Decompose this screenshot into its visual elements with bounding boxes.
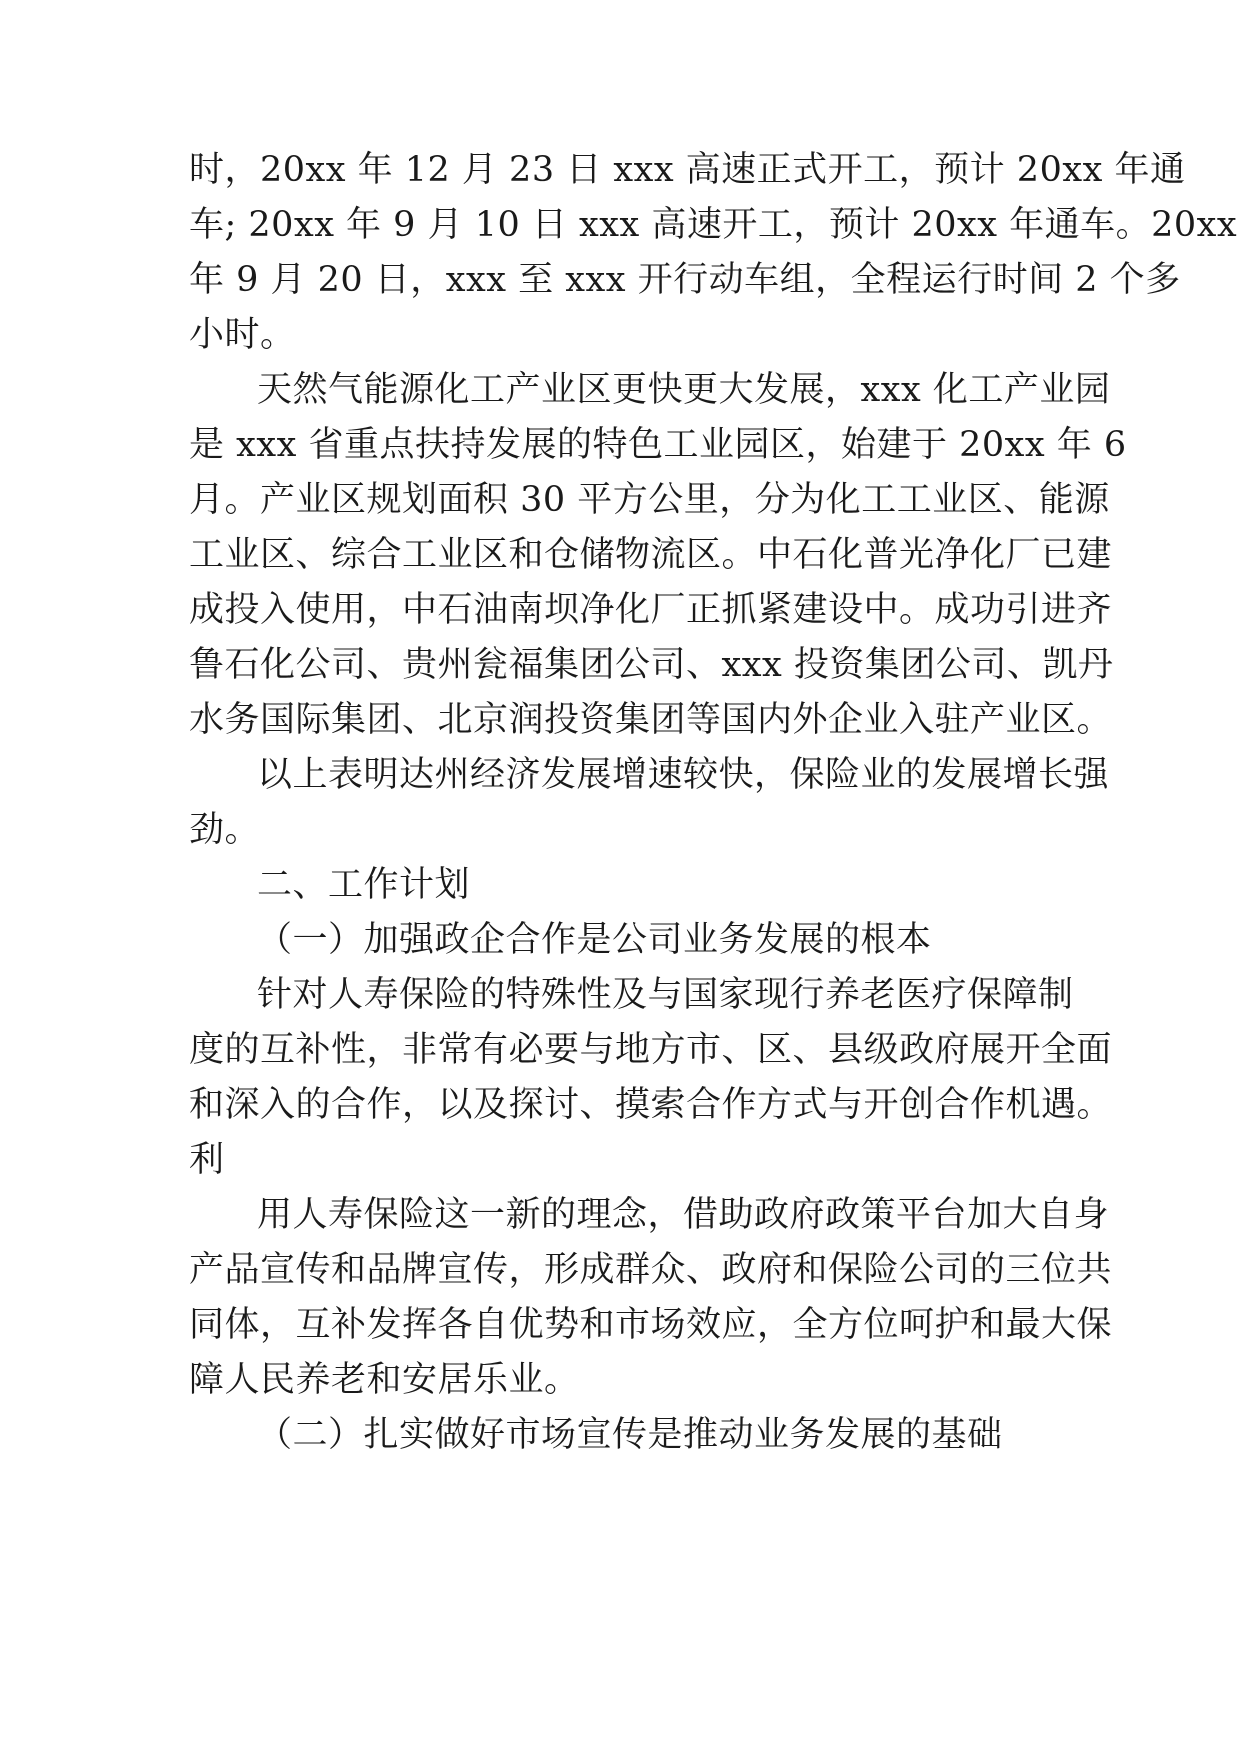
text-line: 利 [189,1140,225,1180]
subsection-heading: （二）扎实做好市场宣传是推动业务发展的基础 [257,1415,1003,1455]
paragraph-start-line: 用人寿保险这一新的理念，借助政府政策平台加大自身 [257,1195,1110,1235]
text-line: 月。产业区规划面积 30 平方公里，分为化工工业区、能源 [189,480,1110,520]
text-line: 是 xxx 省重点扶持发展的特色工业园区，始建于 20xx 年 6 [189,425,1127,465]
paragraph-start-line: 针对人寿保险的特殊性及与国家现行养老医疗保障制 [257,975,1074,1015]
text-line: 产品宣传和品牌宣传，形成群众、政府和保险公司的三位共 [189,1250,1113,1290]
text-line: 鲁石化公司、贵州瓮福集团公司、xxx 投资集团公司、凯丹 [189,645,1114,685]
text-line: 劲。 [189,810,261,850]
text-line: 工业区、综合工业区和仓储物流区。中石化普光净化厂已建 [189,535,1113,575]
text-line: 小时。 [189,315,296,355]
text-line: 水务国际集团、北京润投资集团等国内外企业入驻产业区。 [189,700,1113,740]
text-line: 度的互补性，非常有必要与地方市、区、县级政府展开全面 [189,1030,1113,1070]
text-line: 成投入使用，中石油南坝净化厂正抓紧建设中。成功引进齐 [189,590,1113,630]
text-line: 时，20xx 年 12 月 23 日 xxx 高速正式开工，预计 20xx 年通 [189,150,1186,190]
text-line: 车; 20xx 年 9 月 10 日 xxx 高速开工，预计 20xx 年通车。20xx [189,205,1238,245]
section-heading: 二、工作计划 [257,865,471,905]
paragraph-start-line: 天然气能源化工产业区更快更大发展，xxx 化工产业园 [257,370,1111,410]
text-line: 障人民养老和安居乐业。 [189,1360,580,1400]
paragraph-start-line: 以上表明达州经济发展增速较快，保险业的发展增长强 [257,755,1110,795]
text-line: 同体，互补发挥各自优势和市场效应，全方位呵护和最大保 [189,1305,1113,1345]
text-line: 和深入的合作，以及探讨、摸索合作方式与开创合作机遇。 [189,1085,1113,1125]
subsection-heading: （一）加强政企合作是公司业务发展的根本 [257,920,932,960]
text-line: 年 9 月 20 日，xxx 至 xxx 开行动车组，全程运行时间 2 个多 [189,260,1181,300]
